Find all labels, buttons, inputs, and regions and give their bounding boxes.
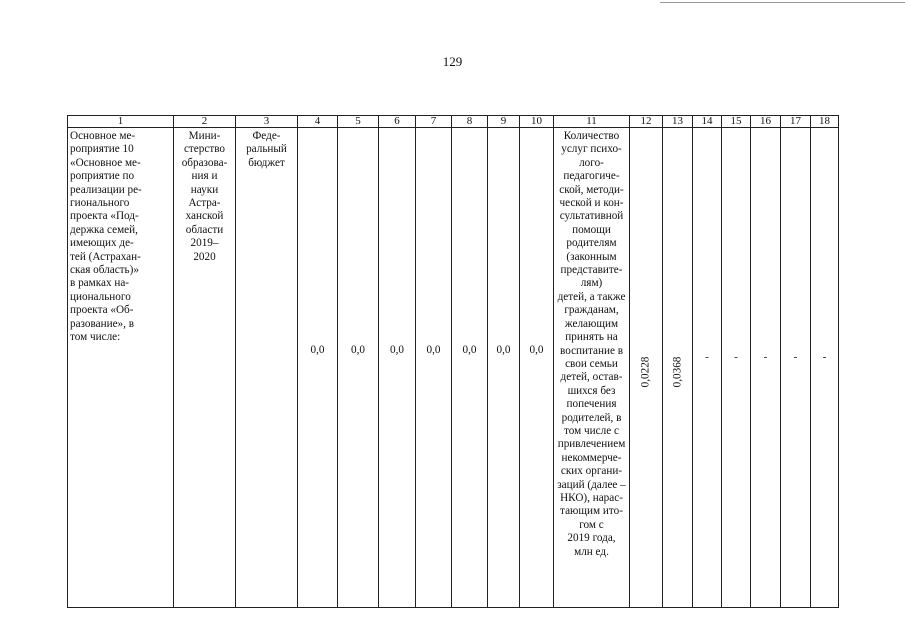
value-cell-4: 0,0 <box>298 128 338 608</box>
value-cell-18: - <box>811 128 839 608</box>
indicator-description-cell: Количество услуг психо- лого- педагогиче- ской, методи- ческой и кон- сультативной помощи родителям (законным представите- лям) детей, а также гражданам, желающим принять на воспитание в свои семьи детей, остав- шихся без попечения родителей, в том числе с привлечением некоммерче- ских органи- заций (далее – НКО), нарас- тающим ито- гом с 2019 года, млн ед. <box>554 128 630 608</box>
value-cell-14: - <box>693 128 722 608</box>
column-number-row <box>68 116 839 128</box>
value-cell-6: 0,0 <box>379 128 416 608</box>
value-cell-10: 0,0 <box>520 128 554 608</box>
value-cell-12: 0,0228 <box>630 128 663 608</box>
event-description-cell: Основное ме- роприятие 10 «Основное ме- роприятие по реализации ре- гионального проекта «Под- держка семей, имеющих де- тей (Астрахан- ская область)» в рамках на- ционального проекта «Об- разование», в том числе: <box>68 128 174 608</box>
col-header-9: 9 <box>488 116 520 128</box>
col-header-14: 14 <box>693 116 722 128</box>
table-row <box>68 128 839 608</box>
col-header-8: 8 <box>452 116 488 128</box>
col-header-16: 16 <box>751 116 781 128</box>
value-cell-7: 0,0 <box>416 128 452 608</box>
budget-table <box>67 115 839 608</box>
funding-source-cell: Феде- ральный бюджет <box>236 128 298 608</box>
value-cell-17: - <box>781 128 811 608</box>
value-cell-16: - <box>751 128 781 608</box>
col-header-12: 12 <box>630 116 663 128</box>
value-cell-5: 0,0 <box>338 128 379 608</box>
col-header-7: 7 <box>416 116 452 128</box>
col-header-18: 18 <box>811 116 839 128</box>
col-header-3: 3 <box>236 116 298 128</box>
col-header-6: 6 <box>379 116 416 128</box>
col-header-1: 1 <box>68 116 174 128</box>
col-header-4: 4 <box>298 116 338 128</box>
col-header-2: 2 <box>174 116 236 128</box>
value-cell-13: 0,0368 <box>663 128 693 608</box>
col-header-17: 17 <box>781 116 811 128</box>
col-header-13: 13 <box>663 116 693 128</box>
col-header-11: 11 <box>554 116 630 128</box>
value-cell-8: 0,0 <box>452 128 488 608</box>
value-cell-9: 0,0 <box>488 128 520 608</box>
scan-top-line <box>660 2 905 3</box>
value-cell-15: - <box>722 128 751 608</box>
col-header-15: 15 <box>722 116 751 128</box>
col-header-5: 5 <box>338 116 379 128</box>
col-header-10: 10 <box>520 116 554 128</box>
responsible-executor-cell: Мини- стерство образова- ния и науки Астра- ханской области 2019– 2020 <box>174 128 236 608</box>
page-number: 129 <box>442 54 463 69</box>
